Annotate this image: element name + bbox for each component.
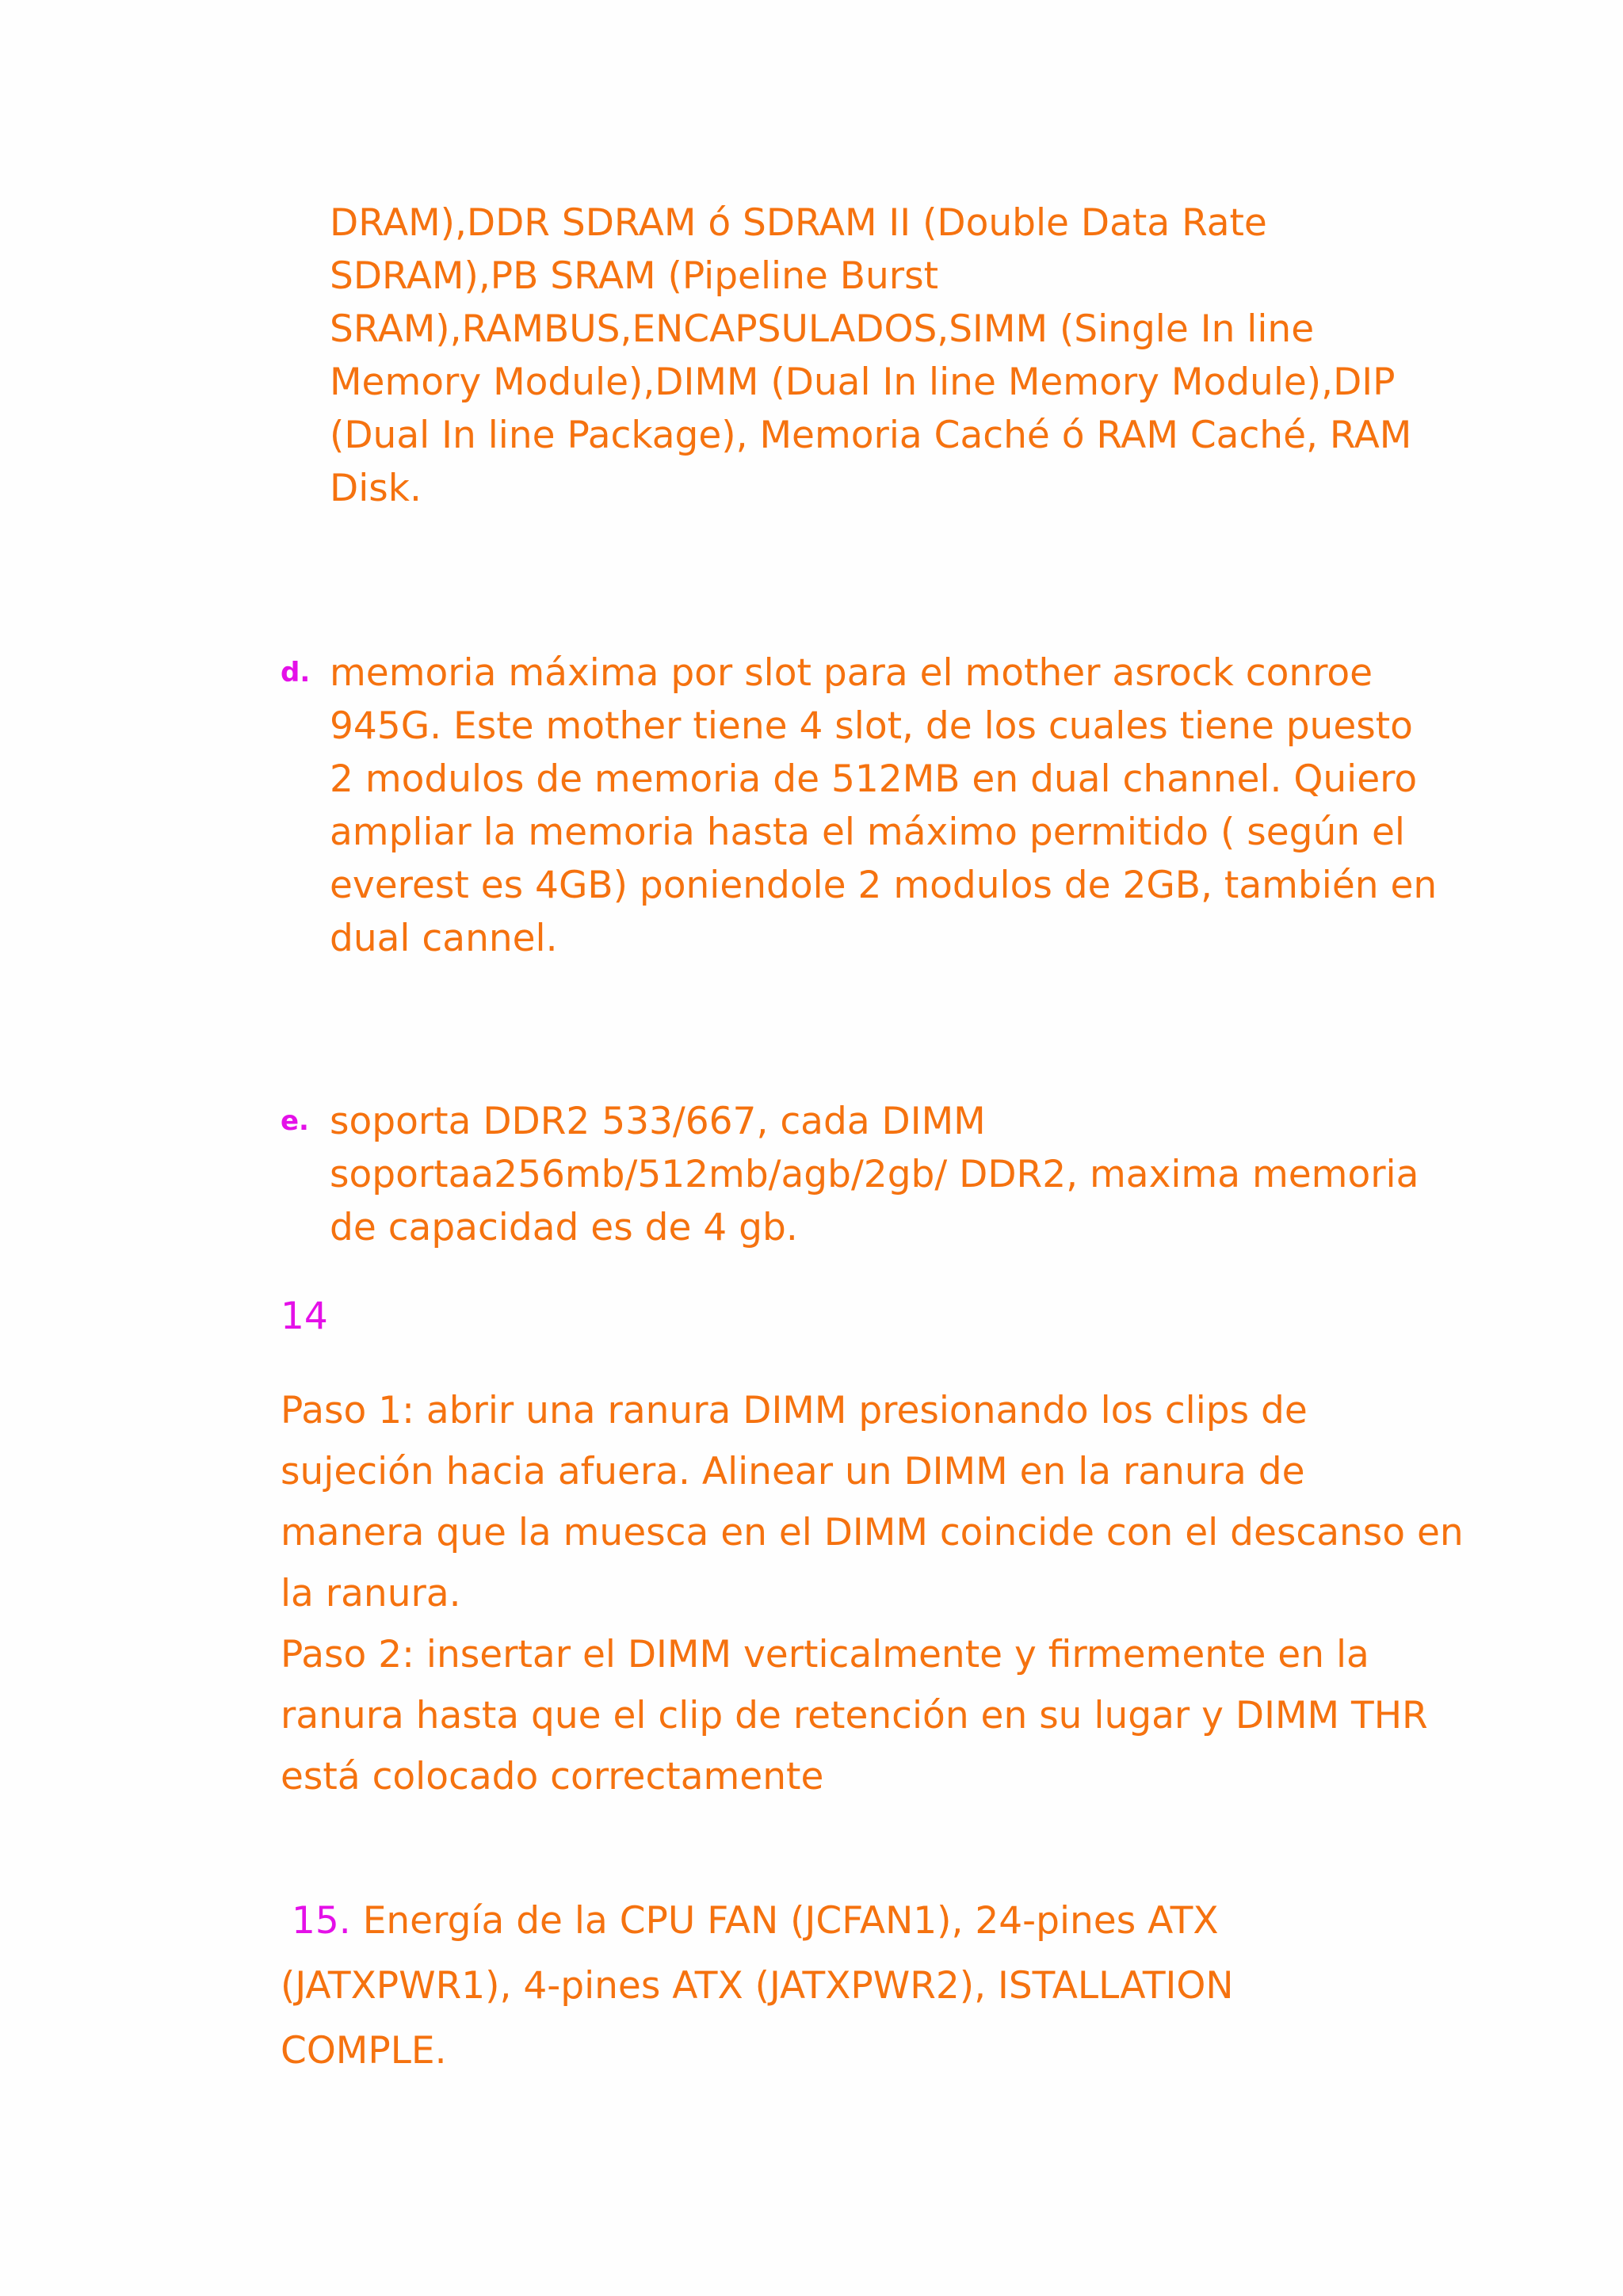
section-14-text	[281, 1380, 1464, 1807]
item-c-continued-text	[330, 196, 1412, 515]
item-d-text	[330, 646, 1438, 965]
section-number-15: 15.	[292, 1899, 351, 1943]
text-line: sujeción hacia afuera. Alinear un DIMM en la ranura de	[281, 1450, 1305, 1493]
text-line: Paso 1: abrir una ranura DIMM presionando los clips de	[281, 1389, 1308, 1432]
text-line: (Dual In line Package), Memoria Caché ó RAM Caché, RAM	[330, 414, 1412, 457]
item-e-text	[330, 1095, 1419, 1254]
list-marker-d: d.	[281, 657, 311, 688]
text-line: manera que la muesca en el DIMM coincide con el descanso en	[281, 1511, 1464, 1554]
text-line: de capacidad es de 4 gb.	[330, 1206, 798, 1249]
text-line: dual cannel.	[330, 917, 558, 960]
text-line: Paso 2: insertar el DIMM verticalmente y firmemente en la	[281, 1633, 1369, 1676]
text-line: DRAM),DDR SDRAM ó SDRAM II (Double Data Rate	[330, 201, 1267, 245]
text-line: SDRAM),PB SRAM (Pipeline Burst	[330, 254, 938, 298]
section-number-14: 14	[281, 1295, 328, 1338]
text-line: Memory Module),DIMM (Dual In line Memory Module),DIP	[330, 360, 1396, 404]
text-line: (JATXPWR1), 4-pines ATX (JATXPWR2), ISTALLATION	[281, 1964, 1234, 2008]
text-line: SRAM),RAMBUS,ENCAPSULADOS,SIMM (Single In line	[330, 307, 1315, 351]
section-15-first-line	[281, 1889, 1406, 1954]
text-line: ampliar la memoria hasta el máximo permitido ( según el	[330, 810, 1405, 854]
text-line: ranura hasta que el clip de retención en su lugar y DIMM THR	[281, 1694, 1428, 1737]
text-line: soportaa256mb/512mb/agb/2gb/ DDR2, maxima memoria	[330, 1153, 1419, 1196]
text-fragment: Energía de la CPU FAN (JCFAN1), 24-pines ATX	[350, 1899, 1219, 1943]
text-line: Disk.	[330, 467, 422, 510]
text-line: soporta DDR2 533/667, cada DIMM	[330, 1100, 986, 1143]
text-line: 945G. Este mother tiene 4 slot, de los cuales tiene puesto	[330, 704, 1413, 748]
text-line: 2 modulos de memoria de 512MB en dual channel. Quiero	[330, 757, 1418, 801]
list-marker-e: e.	[281, 1105, 309, 1137]
section-15-text	[281, 1889, 1406, 2084]
text-line: COMPLE.	[281, 2029, 447, 2073]
text-line: está colocado correctamente	[281, 1755, 824, 1798]
text-line: la ranura.	[281, 1572, 461, 1615]
text-line: memoria máxima por slot para el mother asrock conroe	[330, 651, 1373, 695]
text-line: everest es 4GB) poniendole 2 modulos de 2GB, también en	[330, 864, 1438, 907]
